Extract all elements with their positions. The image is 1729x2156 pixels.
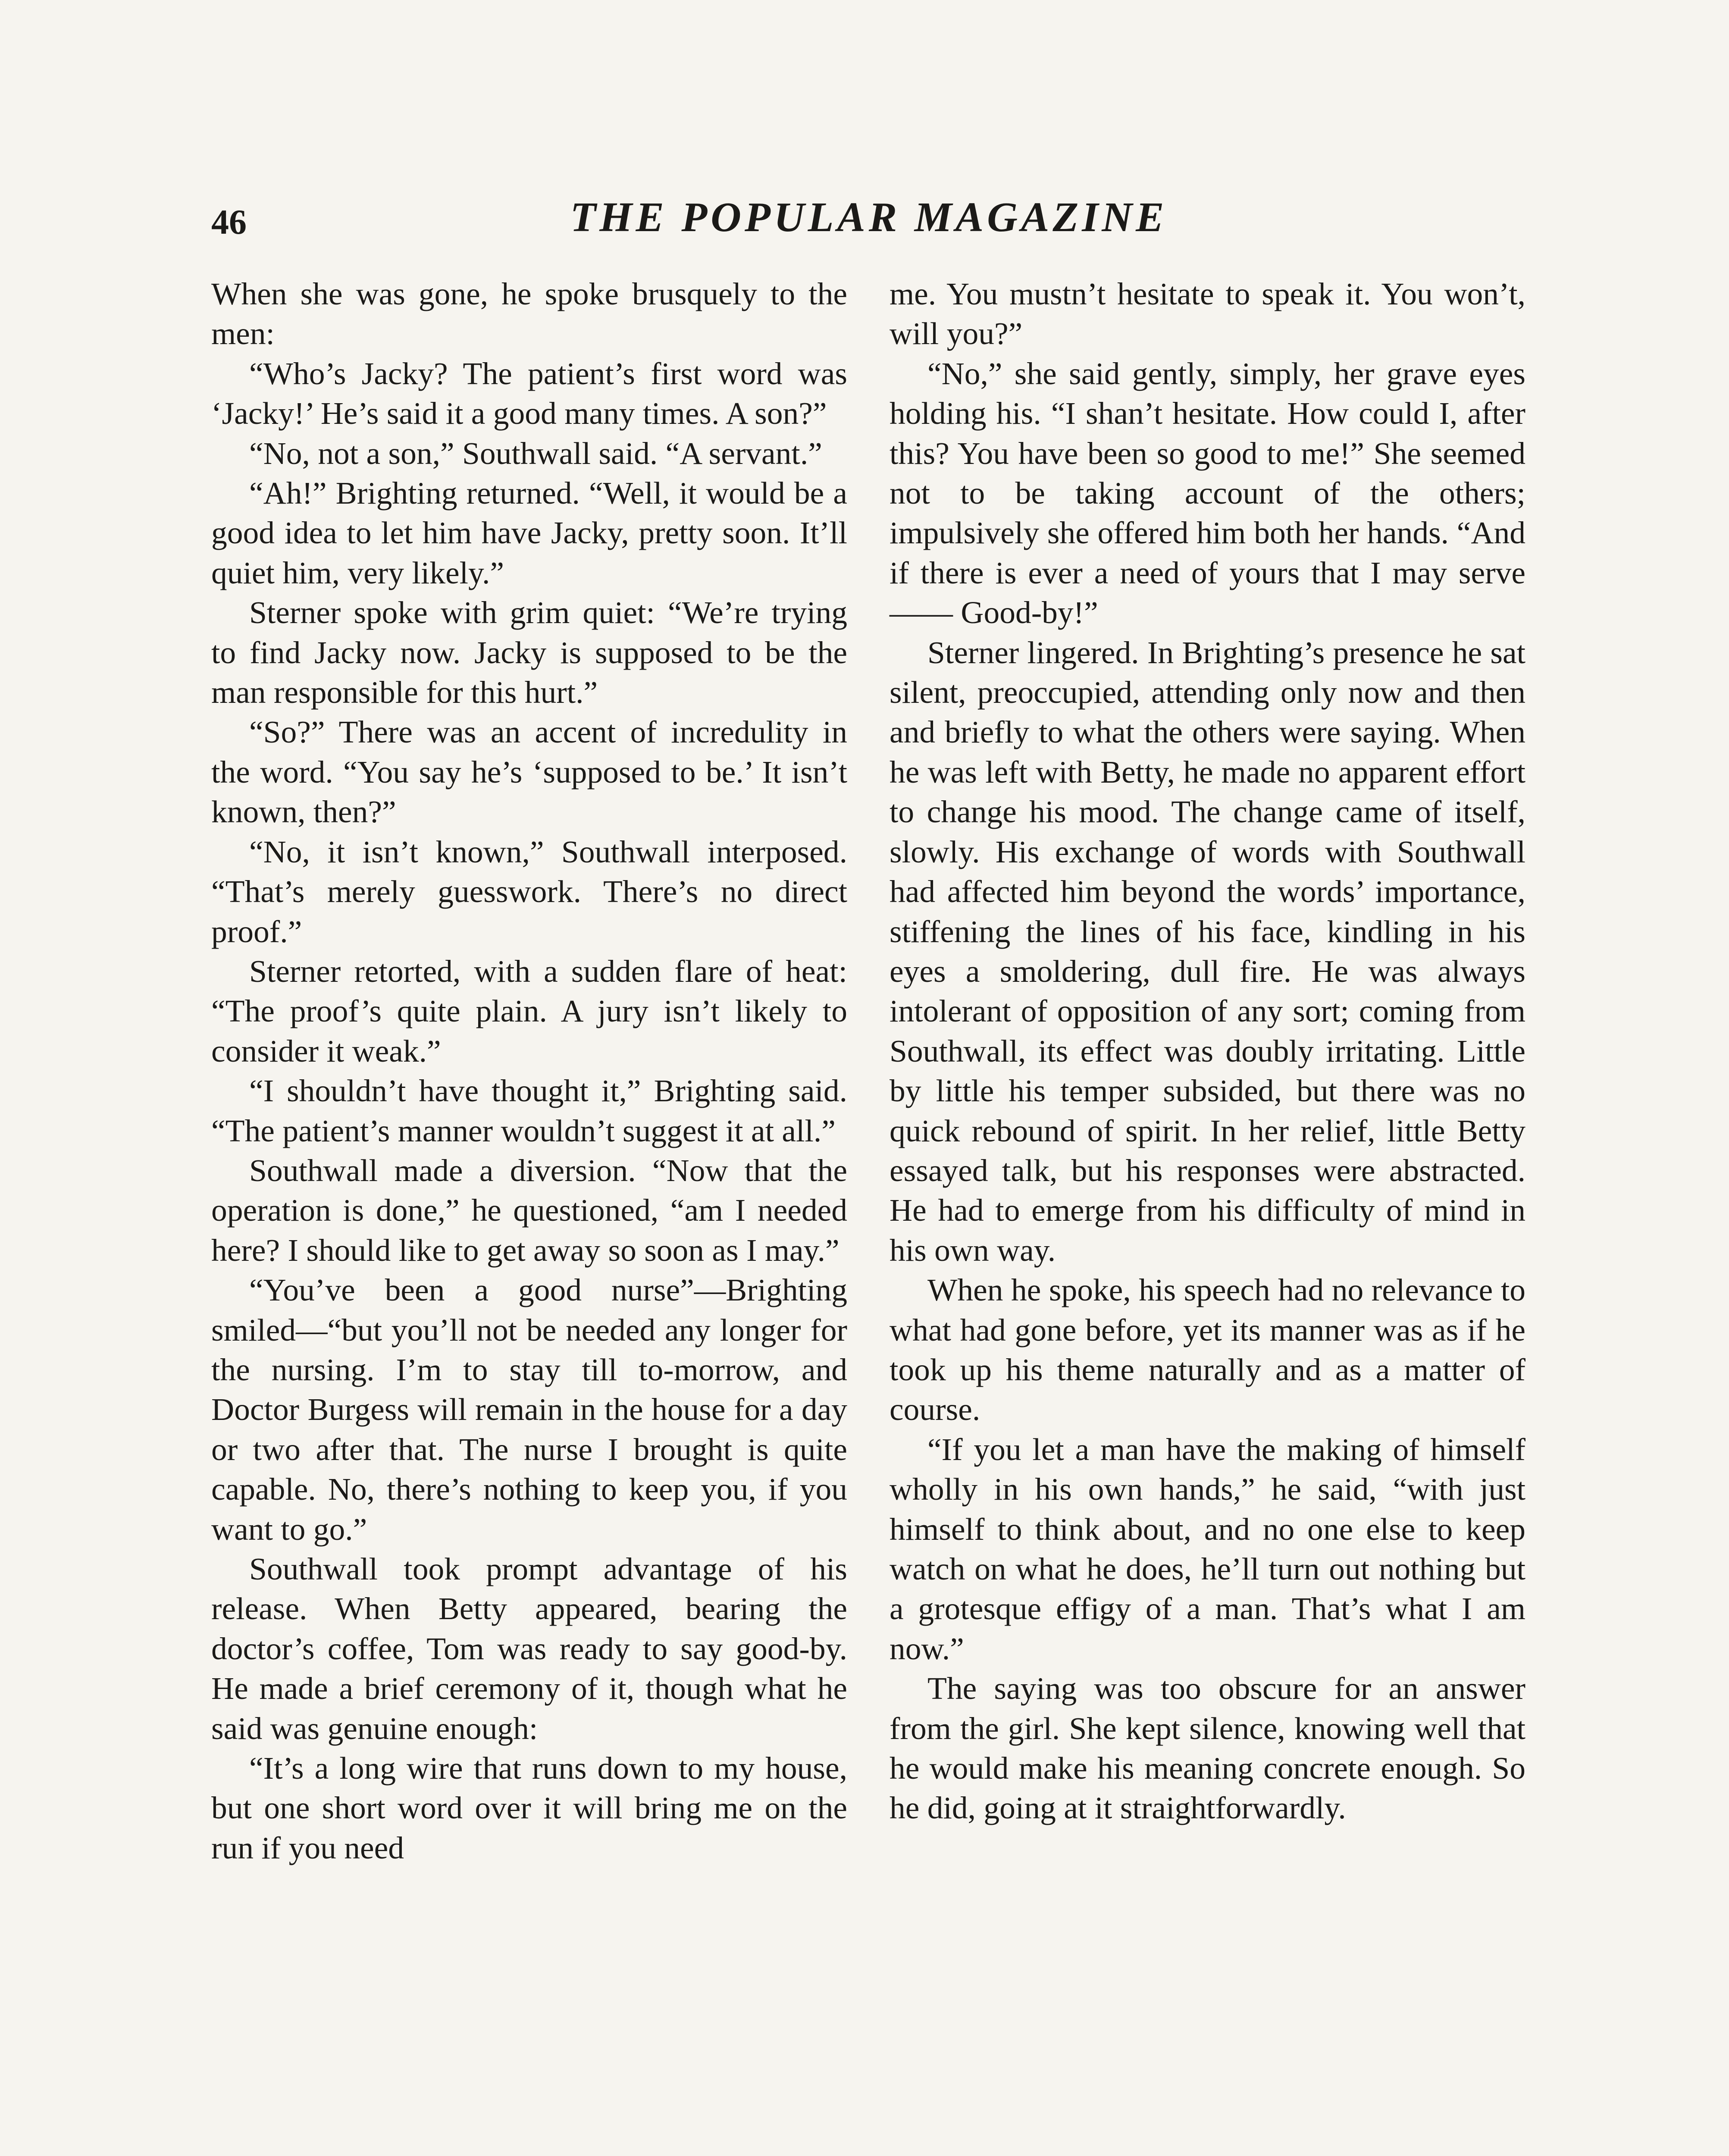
paragraph: “No, it isn’t known,” Southwall interposed. “That’s merely guesswork. There’s no direct proof.” [211,834,847,949]
paragraph: “No, not a son,” Southwall said. “A servant.” [249,436,822,471]
paragraph: “If you let a man have the making of himself wholly in his own hands,” he said, “with just himself to think about, and no one else to keep watch on what he does, he’ll turn out nothing but a grotesque effigy of a man. That’s what I am now.” [890,1432,1525,1666]
left-column [211,274,847,1868]
paragraph: Sterner retorted, with a sudden flare of heat: “The proof’s quite plain. A jury isn’t likely to consider it weak.” [211,953,847,1069]
paragraph: When he spoke, his speech had no relevance to what had gone before, yet its manner was as if he took up his theme naturally and as a matter of course. [890,1272,1525,1427]
paragraph: me. You mustn’t hesitate to speak it. You won’t, will you?” [890,276,1525,351]
running-title: THE POPULAR MAGAZINE [570,194,1168,241]
paragraph: Sterner spoke with grim quiet: “We’re trying to find Jacky now. Jacky is supposed to be the man responsible for this hurt.” [211,595,847,710]
paragraph: “You’ve been a good nurse”—Brighting smiled—“but you’ll not be needed any longer for the nursing. I’m to stay till to-morrow, and Doctor Burgess will remain in the house for a day or two after that. The nurse I brought is quite capable. No, there’s nothing to keep you, if you want to go.” [211,1272,847,1547]
paragraph: “I shouldn’t have thought it,” Brighting said. “The patient’s manner wouldn’t suggest it at all.” [211,1073,847,1148]
paragraph: “It’s a long wire that runs down to my house, but one short word over it will bring me on the run if you need [211,1751,847,1865]
page-number: 46 [211,202,247,241]
paragraph: “So?” There was an accent of incredulity in the word. “You say he’s ‘supposed to be.’ It isn’t known, then?” [211,714,847,830]
paragraph: “Who’s Jacky? The patient’s first word was ‘Jacky!’ He’s said it a good many times. A son?” [211,356,847,431]
paragraph: “Ah!” Brighting returned. “Well, it would be a good idea to let him have Jacky, pretty soon. It’ll quiet him, very likely.” [211,476,847,590]
right-column [890,274,1525,1828]
paragraph: The saying was too obscure for an answer from the girl. She kept silence, knowing well that he would make his meaning concrete enough. So he did, going at it straightforwardly. [890,1671,1525,1826]
paragraph: “No,” she said gently, simply, her grave eyes holding his. “I shan’t hesitate. How could I, after this? You have been so good to me!” She seemed not to be taking account of the others; impulsively she offered him both her hands. “And if there is ever a need of yours that I may serve—— Good-by!” [890,356,1525,630]
page-header [211,190,1526,254]
paragraph: When she was gone, he spoke brusquely to the men: [211,276,847,351]
paragraph: Southwall took prompt advantage of his release. When Betty appeared, bearing the doctor’s coffee, Tom was ready to say good-by. He made a brief ceremony of it, though what he said was genuine enough: [211,1551,847,1746]
paragraph: Sterner lingered. In Brighting’s presence he sat silent, preoccupied, attending only now and then and briefly to what the others were saying. When he was left with Betty, he made no apparent effort to change his mood. The change came of itself, slowly. His exchange of words with Southwall had affected him beyond the words’ importance, stiffening the lines of his face, kindling in his eyes a smoldering, dull fire. He was always intolerant of opposition of any sort; coming from Southwall, its effect was doubly irritating. Little by little his temper subsided, but there was no quick rebound of spirit. In her relief, little Betty essayed talk, but his responses were abstracted. He had to emerge from his difficulty of mind in his own way. [890,635,1525,1268]
paragraph: Southwall made a diversion. “Now that the operation is done,” he questioned, “am I needed here? I should like to get away so soon as I may.” [211,1153,847,1268]
